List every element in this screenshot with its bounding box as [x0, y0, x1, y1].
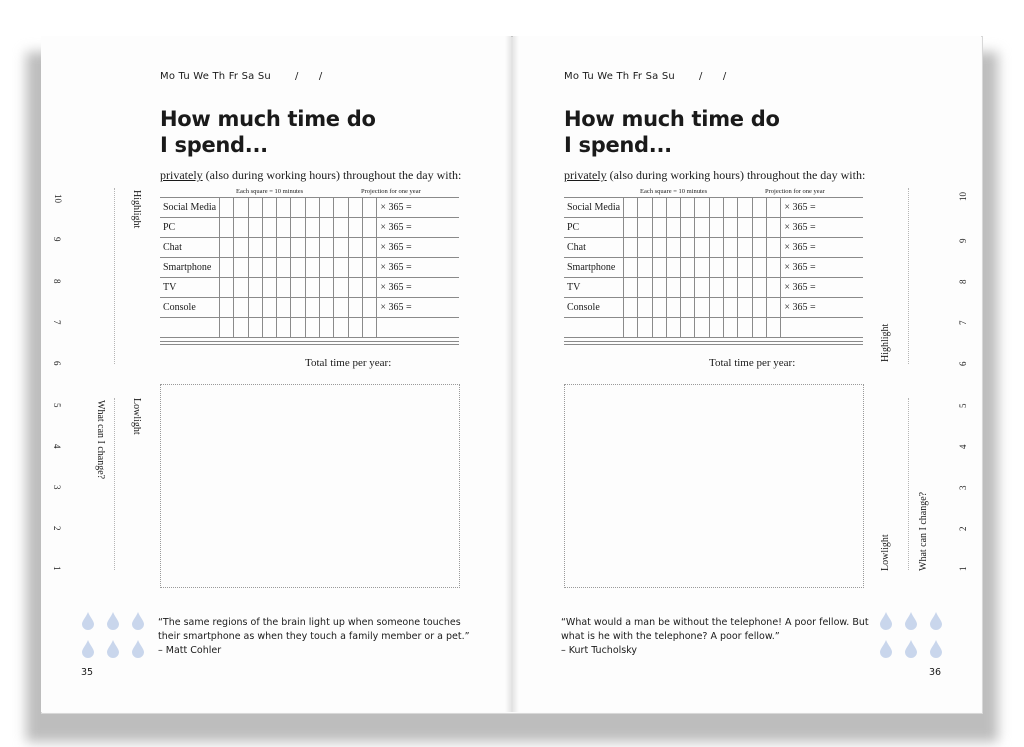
time-square[interactable] [695, 218, 709, 238]
time-square[interactable] [724, 218, 738, 238]
table-row [564, 198, 863, 218]
time-square[interactable] [752, 298, 766, 318]
row-label: Chat [564, 238, 623, 258]
time-square[interactable] [248, 258, 262, 278]
time-square[interactable] [652, 278, 666, 298]
right-heading-line2: I spend... [564, 133, 672, 157]
right-scale-3: 3 [958, 485, 968, 490]
row-projection: × 365 = [377, 198, 459, 218]
table-row [564, 318, 863, 338]
left-lowlight-label: Lowlight [131, 398, 142, 435]
time-square[interactable] [262, 218, 276, 238]
left-time-grid [160, 197, 459, 338]
left-scale-6: 6 [52, 361, 62, 366]
time-square[interactable] [724, 278, 738, 298]
time-square[interactable] [219, 218, 233, 238]
row-projection: × 365 = [781, 258, 863, 278]
time-square[interactable] [709, 278, 723, 298]
row-label: PC [564, 218, 623, 238]
time-square[interactable] [291, 278, 305, 298]
time-square[interactable] [623, 198, 637, 218]
time-square[interactable] [363, 298, 377, 318]
time-square[interactable] [248, 278, 262, 298]
time-square[interactable] [305, 278, 319, 298]
time-square[interactable] [305, 198, 319, 218]
left-grid-header-squares: Each square = 10 minutes [236, 188, 304, 195]
right-lowlight-label: Lowlight [880, 534, 891, 571]
water-drop-icon [81, 640, 95, 658]
time-square[interactable] [348, 278, 362, 298]
time-square[interactable] [320, 238, 334, 258]
water-drop-icon [904, 640, 918, 658]
time-square[interactable] [724, 258, 738, 278]
row-label: Chat [160, 238, 219, 258]
left-grid-double-rule [160, 341, 459, 345]
time-square[interactable] [638, 218, 652, 238]
time-square[interactable] [320, 318, 334, 338]
time-square[interactable] [709, 318, 723, 338]
time-square[interactable] [305, 258, 319, 278]
left-page-number: 35 [81, 667, 94, 678]
time-square[interactable] [738, 198, 752, 218]
water-drop-icon [131, 612, 145, 630]
time-square[interactable] [291, 198, 305, 218]
row-label: Smartphone [564, 258, 623, 278]
time-square[interactable] [277, 238, 291, 258]
time-square[interactable] [738, 238, 752, 258]
time-square[interactable] [695, 298, 709, 318]
time-square[interactable] [752, 318, 766, 338]
time-square[interactable] [752, 278, 766, 298]
time-square[interactable] [234, 318, 248, 338]
table-row [564, 218, 863, 238]
time-square[interactable] [638, 238, 652, 258]
time-square[interactable] [623, 298, 637, 318]
time-square[interactable] [305, 298, 319, 318]
left-scale-3: 3 [52, 485, 62, 490]
left-scale-1: 1 [52, 566, 62, 571]
time-square[interactable] [219, 258, 233, 278]
time-square[interactable] [334, 258, 348, 278]
time-square[interactable] [305, 238, 319, 258]
time-square[interactable] [334, 298, 348, 318]
left-highlight-line [114, 188, 115, 364]
time-square[interactable] [681, 258, 695, 278]
time-square[interactable] [752, 218, 766, 238]
right-intro [564, 168, 865, 183]
row-projection: × 365 = [377, 278, 459, 298]
time-square[interactable] [219, 238, 233, 258]
water-drop-icon [879, 640, 893, 658]
time-square[interactable] [638, 298, 652, 318]
water-drop-icon [131, 640, 145, 658]
time-square[interactable] [262, 278, 276, 298]
time-square[interactable] [638, 198, 652, 218]
time-square[interactable] [681, 278, 695, 298]
right-quote-author: – Kurt Tucholsky [561, 645, 638, 656]
time-square[interactable] [262, 298, 276, 318]
time-square[interactable] [652, 258, 666, 278]
time-square[interactable] [666, 198, 680, 218]
time-square[interactable] [709, 218, 723, 238]
time-square[interactable] [709, 258, 723, 278]
left-intro-rest: (also during working hours) throughout the day with: [205, 168, 462, 182]
right-scale-7: 7 [958, 320, 968, 325]
time-square[interactable] [291, 238, 305, 258]
right-scale-10: 10 [958, 192, 968, 201]
time-square[interactable] [291, 318, 305, 338]
time-square[interactable] [219, 198, 233, 218]
time-square[interactable] [334, 238, 348, 258]
right-quote-line2: what is he with the telephone? A poor fellow.” [561, 631, 780, 642]
row-projection: × 365 = [377, 298, 459, 318]
left-heading-line1: How much time do [160, 107, 376, 131]
time-square[interactable] [724, 298, 738, 318]
time-square[interactable] [248, 238, 262, 258]
time-square[interactable] [666, 298, 680, 318]
table-row [160, 258, 459, 278]
time-square[interactable] [320, 258, 334, 278]
time-square[interactable] [623, 318, 637, 338]
time-square[interactable] [752, 258, 766, 278]
time-square[interactable] [291, 298, 305, 318]
water-drop-icon [81, 612, 95, 630]
time-square[interactable] [305, 218, 319, 238]
left-intro-privately: privately [160, 168, 203, 182]
right-intro-privately: privately [564, 168, 607, 182]
right-highlight-line [908, 188, 909, 364]
time-square[interactable] [709, 198, 723, 218]
time-square[interactable] [248, 298, 262, 318]
time-square[interactable] [638, 318, 652, 338]
left-weekdays: Mo Tu We Th Fr Sa Su [160, 71, 271, 82]
right-scale-9: 9 [958, 238, 968, 243]
time-square[interactable] [334, 318, 348, 338]
time-square[interactable] [623, 258, 637, 278]
right-scale-8: 8 [958, 279, 968, 284]
right-intro-rest: (also during working hours) throughout the day with: [609, 168, 866, 182]
time-square[interactable] [277, 198, 291, 218]
time-square[interactable] [334, 218, 348, 238]
left-lowlight-line [114, 398, 115, 570]
time-square[interactable] [666, 218, 680, 238]
left-scale-7: 7 [52, 320, 62, 325]
table-row [564, 258, 863, 278]
water-drop-icon [929, 612, 943, 630]
time-square[interactable] [695, 238, 709, 258]
time-square[interactable] [681, 218, 695, 238]
time-square[interactable] [277, 218, 291, 238]
time-square[interactable] [219, 298, 233, 318]
right-quote [561, 616, 869, 658]
time-square[interactable] [348, 198, 362, 218]
right-total-label: Total time per year: [709, 357, 796, 369]
row-projection: × 365 = [781, 278, 863, 298]
row-projection: × 365 = [377, 218, 459, 238]
table-row [564, 238, 863, 258]
row-label: TV [564, 278, 623, 298]
time-square[interactable] [234, 198, 248, 218]
time-square[interactable] [219, 278, 233, 298]
left-date-slashes: / / [295, 71, 323, 82]
time-square[interactable] [652, 318, 666, 338]
row-label: Console [160, 298, 219, 318]
time-square[interactable] [363, 238, 377, 258]
row-label: PC [160, 218, 219, 238]
time-square[interactable] [681, 198, 695, 218]
row-projection: × 365 = [781, 218, 863, 238]
time-square[interactable] [738, 318, 752, 338]
time-square[interactable] [666, 318, 680, 338]
time-square[interactable] [348, 238, 362, 258]
time-square[interactable] [363, 258, 377, 278]
right-scale-6: 6 [958, 361, 968, 366]
time-square[interactable] [363, 198, 377, 218]
row-label: Social Media [564, 198, 623, 218]
row-label: Smartphone [160, 258, 219, 278]
right-grid-header-projection: Projection for one year [765, 188, 825, 195]
time-square[interactable] [724, 198, 738, 218]
time-square[interactable] [348, 218, 362, 238]
left-notes-box[interactable] [160, 384, 460, 588]
right-scale-4: 4 [958, 444, 968, 449]
time-square[interactable] [234, 258, 248, 278]
time-square[interactable] [234, 238, 248, 258]
table-row [160, 238, 459, 258]
time-square[interactable] [320, 278, 334, 298]
row-projection: × 365 = [377, 238, 459, 258]
table-row [160, 198, 459, 218]
row-projection: × 365 = [781, 198, 863, 218]
right-quote-line1: “What would a man be without the telephone! A poor fellow. But [561, 617, 869, 628]
row-projection: × 365 = [377, 258, 459, 278]
water-drop-icon [106, 612, 120, 630]
right-heading [564, 106, 780, 158]
left-scale-8: 8 [52, 279, 62, 284]
time-square[interactable] [638, 258, 652, 278]
table-row [564, 278, 863, 298]
table-row [564, 298, 863, 318]
time-square[interactable] [767, 238, 781, 258]
row-projection: × 365 = [781, 298, 863, 318]
time-square[interactable] [248, 198, 262, 218]
table-row [160, 298, 459, 318]
right-scale-5: 5 [958, 403, 968, 408]
time-square[interactable] [248, 318, 262, 338]
time-square[interactable] [695, 258, 709, 278]
row-projection: × 365 = [781, 238, 863, 258]
time-square[interactable] [724, 238, 738, 258]
time-square[interactable] [623, 238, 637, 258]
row-projection [781, 318, 863, 338]
water-drop-icon [106, 640, 120, 658]
right-time-grid [564, 197, 863, 338]
time-square[interactable] [767, 278, 781, 298]
table-row [160, 218, 459, 238]
left-scale-2: 2 [52, 526, 62, 531]
time-square[interactable] [334, 278, 348, 298]
time-square[interactable] [234, 298, 248, 318]
time-square[interactable] [709, 298, 723, 318]
time-square[interactable] [248, 218, 262, 238]
time-square[interactable] [695, 318, 709, 338]
time-square[interactable] [623, 218, 637, 238]
time-square[interactable] [348, 318, 362, 338]
left-quote-author: – Matt Cohler [158, 645, 222, 656]
water-drop-icon [929, 640, 943, 658]
time-square[interactable] [234, 278, 248, 298]
time-square[interactable] [277, 298, 291, 318]
time-square[interactable] [767, 318, 781, 338]
right-lowlight-line [908, 398, 909, 570]
left-scale-9: 9 [52, 237, 62, 242]
time-square[interactable] [695, 278, 709, 298]
time-square[interactable] [277, 278, 291, 298]
row-label: Social Media [160, 198, 219, 218]
time-square[interactable] [652, 298, 666, 318]
row-label: Console [564, 298, 623, 318]
time-square[interactable] [291, 218, 305, 238]
time-square[interactable] [334, 198, 348, 218]
right-highlight-label: Highlight [880, 323, 891, 362]
time-square[interactable] [666, 238, 680, 258]
left-quote [158, 616, 470, 658]
time-square[interactable] [277, 318, 291, 338]
time-square[interactable] [767, 218, 781, 238]
time-square[interactable] [738, 258, 752, 278]
right-scale-1: 1 [958, 566, 968, 571]
time-square[interactable] [320, 298, 334, 318]
table-row [160, 278, 459, 298]
time-square[interactable] [681, 298, 695, 318]
row-label: TV [160, 278, 219, 298]
time-square[interactable] [320, 198, 334, 218]
time-square[interactable] [262, 238, 276, 258]
time-square[interactable] [291, 258, 305, 278]
time-square[interactable] [348, 258, 362, 278]
time-square[interactable] [363, 218, 377, 238]
book-gutter [505, 36, 519, 712]
time-square[interactable] [666, 278, 680, 298]
time-square[interactable] [738, 278, 752, 298]
left-intro [160, 168, 461, 183]
time-square[interactable] [262, 318, 276, 338]
right-scale-2: 2 [958, 526, 968, 531]
left-total-label: Total time per year: [305, 357, 392, 369]
time-square[interactable] [666, 258, 680, 278]
time-square[interactable] [767, 298, 781, 318]
time-square[interactable] [652, 218, 666, 238]
left-heading [160, 106, 376, 158]
time-square[interactable] [363, 278, 377, 298]
time-square[interactable] [262, 258, 276, 278]
time-square[interactable] [724, 318, 738, 338]
right-page-number: 36 [929, 667, 942, 678]
time-square[interactable] [638, 278, 652, 298]
time-square[interactable] [652, 198, 666, 218]
right-grid-header-squares: Each square = 10 minutes [640, 188, 708, 195]
left-grid-header-projection: Projection for one year [361, 188, 421, 195]
row-projection [377, 318, 459, 338]
time-square[interactable] [277, 258, 291, 278]
left-scale-4: 4 [52, 444, 62, 449]
right-date-slashes: / / [699, 71, 727, 82]
time-square[interactable] [709, 238, 723, 258]
left-change-label: What can I change? [95, 400, 106, 480]
table-row [160, 318, 459, 338]
time-square[interactable] [767, 198, 781, 218]
time-square[interactable] [320, 218, 334, 238]
time-square[interactable] [695, 198, 709, 218]
right-heading-line1: How much time do [564, 107, 780, 131]
time-square[interactable] [767, 258, 781, 278]
right-notes-box[interactable] [564, 384, 864, 588]
left-scale-10: 10 [53, 194, 63, 203]
time-square[interactable] [234, 218, 248, 238]
time-square[interactable] [623, 278, 637, 298]
left-scale-5: 5 [52, 403, 62, 408]
time-square[interactable] [738, 298, 752, 318]
left-quote-line1: “The same regions of the brain light up when someone touches [158, 617, 461, 628]
time-square[interactable] [363, 318, 377, 338]
time-square[interactable] [681, 318, 695, 338]
time-square[interactable] [219, 318, 233, 338]
right-weekdays: Mo Tu We Th Fr Sa Su [564, 71, 675, 82]
right-change-label: What can I change? [918, 491, 929, 571]
time-square[interactable] [652, 238, 666, 258]
time-square[interactable] [752, 198, 766, 218]
time-square[interactable] [262, 198, 276, 218]
row-label [160, 318, 219, 338]
water-drop-icon [879, 612, 893, 630]
time-square[interactable] [305, 318, 319, 338]
left-highlight-label: Highlight [131, 190, 142, 229]
right-grid-double-rule [564, 341, 863, 345]
row-label [564, 318, 623, 338]
time-square[interactable] [752, 238, 766, 258]
time-square[interactable] [348, 298, 362, 318]
time-square[interactable] [681, 238, 695, 258]
left-heading-line2: I spend... [160, 133, 268, 157]
water-drop-icon [904, 612, 918, 630]
left-quote-line2: their smartphone as when they touch a family member or a pet.” [158, 631, 470, 642]
time-square[interactable] [738, 218, 752, 238]
